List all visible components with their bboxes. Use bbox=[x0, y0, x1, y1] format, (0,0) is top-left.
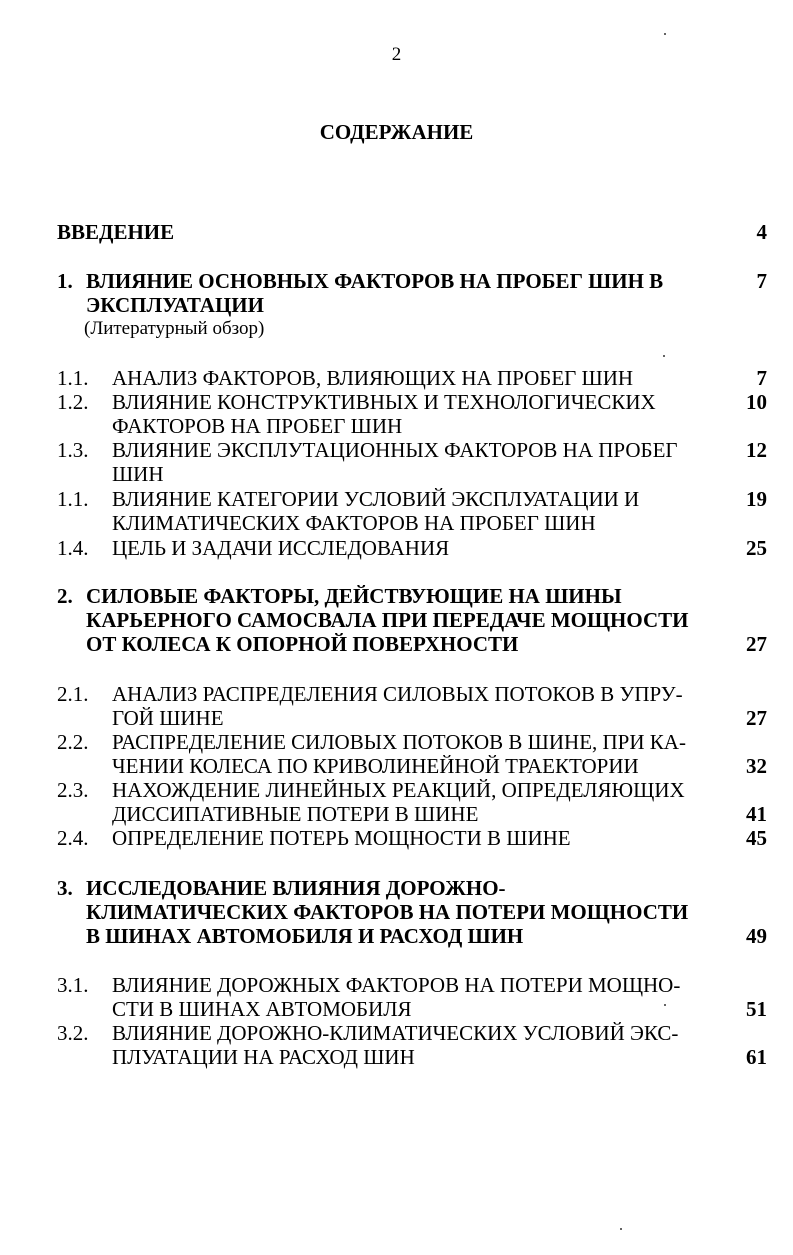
toc-section-number: 3. bbox=[57, 876, 73, 900]
toc-section-number: 2. bbox=[57, 584, 73, 608]
toc-intro-label: ВВЕДЕНИЕ bbox=[57, 220, 175, 244]
toc-section-title-line: В ШИНАХ АВТОМОБИЛЯ И РАСХОД ШИН bbox=[86, 924, 524, 948]
scan-speck bbox=[664, 1004, 666, 1006]
toc-section-title-line: ЭКСПЛУАТАЦИИ bbox=[86, 293, 264, 317]
toc-subsection-title-line: ВЛИЯНИЕ ДОРОЖНЫХ ФАКТОРОВ НА ПОТЕРИ МОЩНО- bbox=[112, 973, 681, 997]
toc-subsection-number: 1.2. bbox=[57, 390, 89, 414]
toc-subsection-number: 3.1. bbox=[57, 973, 89, 997]
toc-subsection-page: 41 bbox=[746, 802, 767, 826]
toc-intro-page: 4 bbox=[756, 220, 767, 244]
toc-section-page: 27 bbox=[746, 632, 767, 656]
toc-section-title-line: ВЛИЯНИЕ ОСНОВНЫХ ФАКТОРОВ НА ПРОБЕГ ШИН В bbox=[86, 269, 664, 293]
toc-subsection-title-line: КЛИМАТИЧЕСКИХ ФАКТОРОВ НА ПРОБЕГ ШИН bbox=[112, 511, 596, 535]
toc-subsection-page: 12 bbox=[746, 438, 767, 462]
toc-subsection-page: 19 bbox=[746, 487, 767, 511]
toc-subsection-title-line: АНАЛИЗ РАСПРЕДЕЛЕНИЯ СИЛОВЫХ ПОТОКОВ В УПРУ- bbox=[112, 682, 683, 706]
toc-subsection-title-line: АНАЛИЗ ФАКТОРОВ, ВЛИЯЮЩИХ НА ПРОБЕГ ШИН bbox=[112, 366, 634, 390]
toc-subsection-title-line: ВЛИЯНИЕ КАТЕГОРИИ УСЛОВИЙ ЭКСПЛУАТАЦИИ И bbox=[112, 487, 640, 511]
page-number: 2 bbox=[391, 44, 402, 65]
toc-section-page: 7 bbox=[756, 269, 767, 293]
toc-subsection-number: 2.2. bbox=[57, 730, 89, 754]
toc-subsection-title-line: ОПРЕДЕЛЕНИЕ ПОТЕРЬ МОЩНОСТИ В ШИНЕ bbox=[112, 826, 571, 850]
toc-subsection-title-line: НАХОЖДЕНИЕ ЛИНЕЙНЫХ РЕАКЦИЙ, ОПРЕДЕЛЯЮЩИХ bbox=[112, 778, 685, 802]
toc-subsection-number: 3.2. bbox=[57, 1021, 89, 1045]
toc-subsection-title-line: ЧЕНИИ КОЛЕСА ПО КРИВОЛИНЕЙНОЙ ТРАЕКТОРИИ bbox=[112, 754, 639, 778]
toc-subsection-number: 2.1. bbox=[57, 682, 89, 706]
toc-subsection-page: 10 bbox=[746, 390, 767, 414]
toc-subsection-number: 1.1. bbox=[57, 487, 89, 511]
toc-subsection-page: 25 bbox=[746, 536, 767, 560]
toc-subsection-title-line: СТИ В ШИНАХ АВТОМОБИЛЯ bbox=[112, 997, 412, 1021]
toc-section-title-line: ИССЛЕДОВАНИЕ ВЛИЯНИЯ ДОРОЖНО- bbox=[86, 876, 506, 900]
toc-subsection-page: 27 bbox=[746, 706, 767, 730]
toc-subsection-title-line: РАСПРЕДЕЛЕНИЕ СИЛОВЫХ ПОТОКОВ В ШИНЕ, ПРИ КА- bbox=[112, 730, 686, 754]
toc-section-title-line: СИЛОВЫЕ ФАКТОРЫ, ДЕЙСТВУЮЩИЕ НА ШИНЫ bbox=[86, 584, 622, 608]
toc-subsection-title-line: ПЛУАТАЦИИ НА РАСХОД ШИН bbox=[112, 1045, 415, 1069]
toc-section-number: 1. bbox=[57, 269, 73, 293]
toc-subsection-page: 61 bbox=[746, 1045, 767, 1069]
scan-speck bbox=[664, 33, 666, 35]
toc-subsection-page: 45 bbox=[746, 826, 767, 850]
toc-subsection-title-line: ШИН bbox=[112, 462, 164, 486]
toc-section-title-line: ОТ КОЛЕСА К ОПОРНОЙ ПОВЕРХНОСТИ bbox=[86, 632, 519, 656]
toc-subsection-title-line: ЦЕЛЬ И ЗАДАЧИ ИССЛЕДОВАНИЯ bbox=[112, 536, 450, 560]
toc-section-title-line: КАРЬЕРНОГО САМОСВАЛА ПРИ ПЕРЕДАЧЕ МОЩНОСТИ bbox=[86, 608, 689, 632]
toc-subsection-page: 7 bbox=[756, 366, 767, 390]
toc-subsection-number: 2.3. bbox=[57, 778, 89, 802]
toc-subsection-title-line: ВЛИЯНИЕ ДОРОЖНО-КЛИМАТИЧЕСКИХ УСЛОВИЙ ЭКС- bbox=[112, 1021, 679, 1045]
toc-section-title-line: КЛИМАТИЧЕСКИХ ФАКТОРОВ НА ПОТЕРИ МОЩНОСТИ bbox=[86, 900, 689, 924]
toc-subsection-title-line: ФАКТОРОВ НА ПРОБЕГ ШИН bbox=[112, 414, 403, 438]
toc-subsection-title-line: ГОЙ ШИНЕ bbox=[112, 706, 224, 730]
toc-subsection-number: 1.4. bbox=[57, 536, 89, 560]
toc-subsection-title-line: ВЛИЯНИЕ ЭКСПЛУТАЦИОННЫХ ФАКТОРОВ НА ПРОБЕГ bbox=[112, 438, 678, 462]
toc-subsection-number: 1.1. bbox=[57, 366, 89, 390]
toc-subsection-page: 51 bbox=[746, 997, 767, 1021]
toc-section-note: (Литературный обзор) bbox=[84, 318, 265, 339]
scan-speck bbox=[620, 1228, 622, 1230]
toc-subsection-number: 2.4. bbox=[57, 826, 89, 850]
page-title: СОДЕРЖАНИЕ bbox=[319, 120, 474, 144]
toc-section-page: 49 bbox=[746, 924, 767, 948]
toc-subsection-title-line: ДИССИПАТИВНЫЕ ПОТЕРИ В ШИНЕ bbox=[112, 802, 479, 826]
toc-subsection-number: 1.3. bbox=[57, 438, 89, 462]
scan-speck bbox=[663, 355, 665, 357]
toc-subsection-page: 32 bbox=[746, 754, 767, 778]
toc-subsection-title-line: ВЛИЯНИЕ КОНСТРУКТИВНЫХ И ТЕХНОЛОГИЧЕСКИХ bbox=[112, 390, 656, 414]
